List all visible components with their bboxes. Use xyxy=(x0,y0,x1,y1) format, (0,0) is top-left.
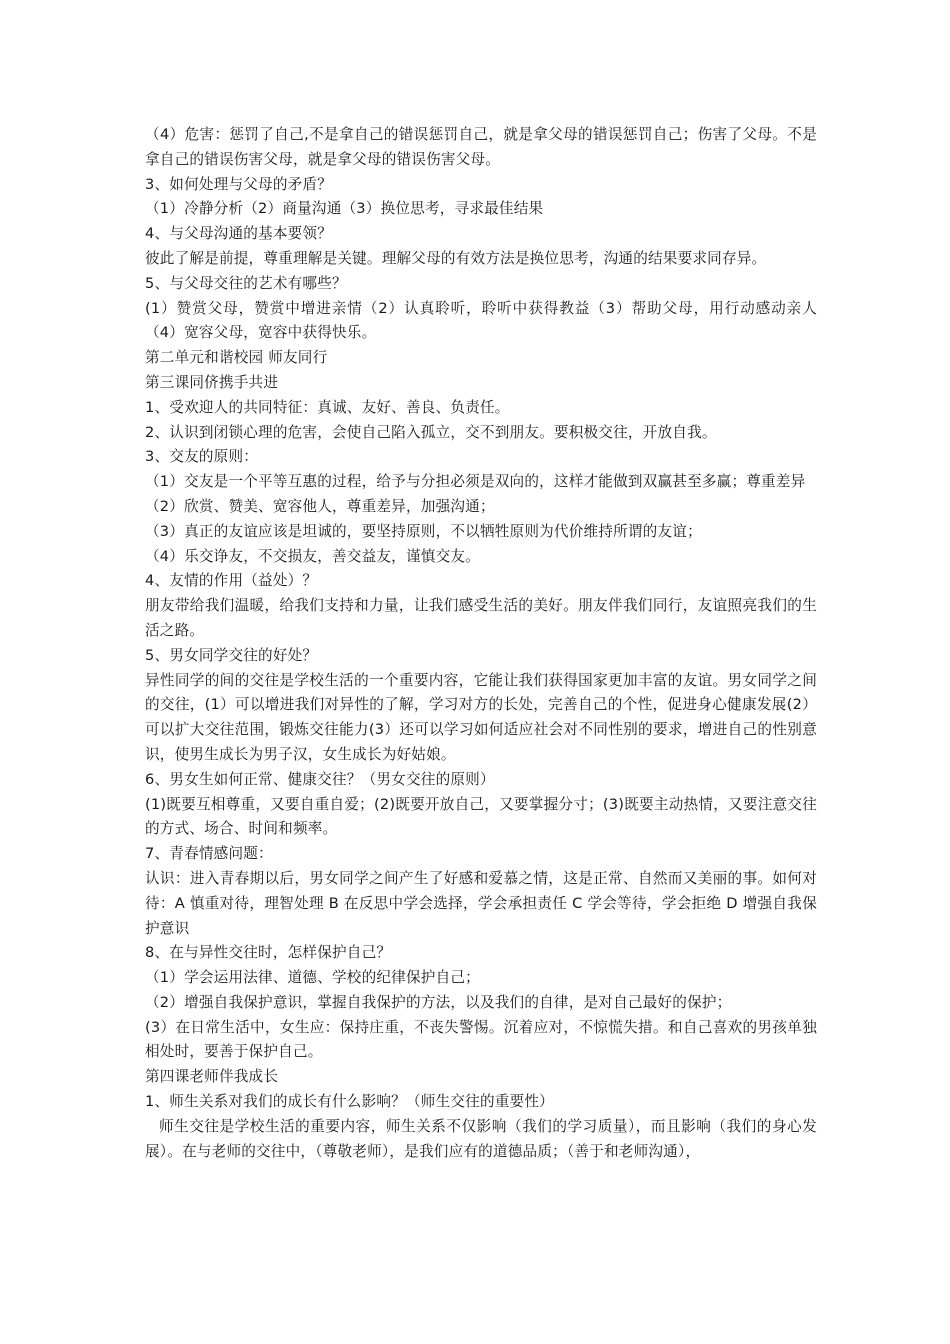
paragraph: 异性同学的间的交往是学校生活的一个重要内容，它能让我们获得国家更加丰富的友谊。男女同学之间的交往，(1）可以增进我们对异性的了解，学习对方的长处，完善自己的个性，促进身心健康发展(2）可以扩大交往范围，锻炼交往能力(3）还可以学习如何适应社会对不同性别的要求，增进自己的性别意识，使男生成长为男子汉，女生成长为好姑娘。 xyxy=(145,671,817,763)
paragraph: （1）学会运用法律、道德、学校的纪律保护自己； xyxy=(145,969,480,987)
paragraph: (3）在日常生活中，女生应：保持庄重，不丧失警惕。沉着应对，不惊慌失措。和自己喜欢的男孩单独相处时，要善于保护自己。 xyxy=(145,1018,817,1061)
paragraph: 朋友带给我们温暖，给我们支持和力量，让我们感受生活的美好。朋友伴我们同行，友谊照亮我们的生活之路。 xyxy=(145,597,817,639)
question-heading: 5、男女同学交往的好处？ xyxy=(145,646,318,664)
paragraph: 彼此了解是前提，尊重理解是关键。理解父母的有效方法是换位思考，沟通的结果要求同存异。 xyxy=(145,249,767,267)
question-heading: 4、与父母沟通的基本要领？ xyxy=(145,225,333,243)
paragraph: (1)既要互相尊重，又要自重自爱；(2)既要开放自己，又要掌握分寸；(3)既要主动热情，又要注意交往的方式、场合、时间和频率。 xyxy=(145,795,817,838)
lesson-heading: 第三课同侪携手共进 xyxy=(145,373,279,391)
question-heading: 7、青春情感问题： xyxy=(145,845,273,863)
question-heading: 4、友情的作用（益处）？ xyxy=(145,572,318,590)
paragraph: 认识：进入青春期以后，男女同学之间产生了好感和爱慕之情，这是正常、自然而又美丽的事。如何对待：A 慎重对待，理智处理 B 在反思中学会选择，学会承担责任 C 学会等待，学会拒绝 D 增强自我保护意识 xyxy=(145,869,817,937)
question-heading: 5、与父母交往的艺术有哪些？ xyxy=(145,274,347,292)
paragraph: (1）赞赏父母，赞赏中增进亲情（2）认真聆听，聆听中获得教益（3）帮助父母，用行动感动亲人（4）宽容父母，宽容中获得快乐。 xyxy=(145,299,817,342)
paragraph: （2）增强自我保护意识，掌握自我保护的方法，以及我们的自律，是对自己最好的保护； xyxy=(145,993,732,1011)
paragraph: （1）交友是一个平等互惠的过程，给予与分担必须是双向的，这样才能做到双赢甚至多赢；尊重差异 xyxy=(145,473,806,491)
paragraph: （3）真正的友谊应该是坦诚的，要坚持原则，不以牺牲原则为代价维持所谓的友谊； xyxy=(145,522,702,540)
paragraph: （1）冷静分析（2）商量沟通（3）换位思考，寻求最佳结果 xyxy=(145,200,544,218)
document-page xyxy=(145,123,817,1164)
question-heading: 3、交友的原则： xyxy=(145,448,259,466)
unit-heading: 第二单元和谐校园 师友同行 xyxy=(145,349,328,367)
lesson-heading: 第四课老师伴我成长 xyxy=(145,1068,279,1086)
paragraph: （2）欣赏、赞美、宽容他人，尊重差异，加强沟通； xyxy=(145,497,495,515)
question-heading: 1、师生关系对我们的成长有什么影响？（师生交往的重要性） xyxy=(145,1093,554,1111)
paragraph: （4）乐交诤友，不交损友，善交益友，谨慎交友。 xyxy=(145,547,480,565)
question-heading: 2、认识到闭锁心理的危害，会使自己陷入孤立，交不到朋友。要积极交往，开放自我。 xyxy=(145,423,717,441)
question-heading: 6、男女生如何正常、健康交往？（男女交往的原则） xyxy=(145,770,495,788)
question-heading: 1、受欢迎人的共同特征：真诚、友好、善良、负责任。 xyxy=(145,398,510,416)
question-heading: 3、如何处理与父母的矛盾？ xyxy=(145,175,333,193)
paragraph: （4）危害：惩罚了自己,不是拿自己的错误惩罚自己，就是拿父母的错误惩罚自己；伤害了父母。不是拿自己的错误伤害父母，就是拿父母的错误伤害父母。 xyxy=(145,126,817,168)
question-heading: 8、在与异性交往时，怎样保护自己？ xyxy=(145,944,392,962)
paragraph: 师生交往是学校生活的重要内容，师生关系不仅影响（我们的学习质量），而且影响（我们的身心发展）。在与老师的交往中，（尊敬老师），是我们应有的道德品质；（善于和老师沟通）， xyxy=(145,1117,817,1160)
